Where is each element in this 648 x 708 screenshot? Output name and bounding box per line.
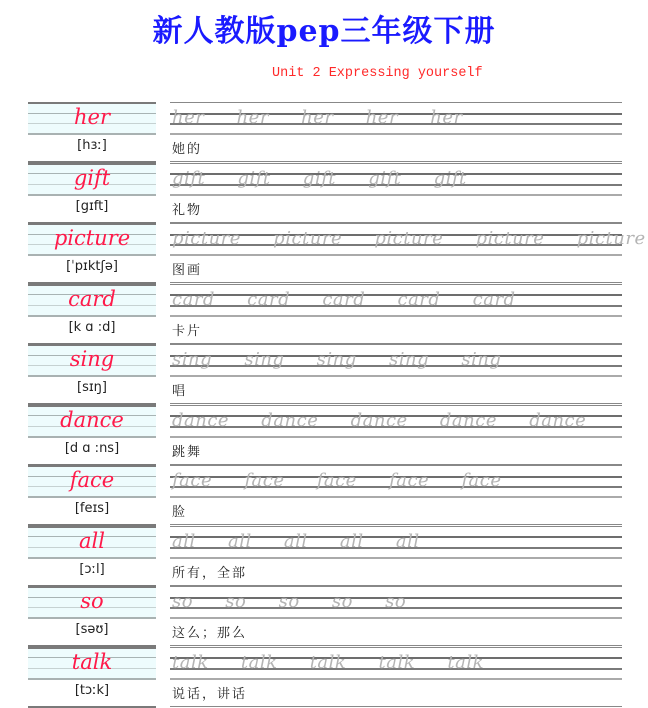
vocab-row bbox=[0, 344, 648, 405]
vocab-row bbox=[0, 647, 648, 708]
word-four-line-grid bbox=[28, 102, 156, 134]
vocab-word: all bbox=[79, 528, 105, 553]
chinese-meaning: 说话，讲话 bbox=[172, 686, 248, 702]
word-four-line-grid bbox=[28, 647, 156, 679]
tracing-four-line-grid bbox=[170, 405, 622, 437]
tracing-four-line-grid bbox=[170, 465, 622, 497]
vocabulary-list bbox=[0, 102, 648, 707]
phonetic: [ɔːl] bbox=[79, 561, 105, 577]
tracing-four-line-grid bbox=[170, 223, 646, 255]
vocab-row bbox=[0, 405, 648, 466]
chinese-meaning: 脸 bbox=[172, 505, 188, 520]
vocab-word: face bbox=[69, 468, 115, 492]
word-four-line-grid bbox=[28, 284, 156, 316]
page-title: 新人教版pep三年级下册 bbox=[152, 14, 496, 49]
word-four-line-grid bbox=[28, 405, 156, 437]
vocab-row bbox=[0, 223, 648, 284]
chinese-meaning: 图画 bbox=[172, 263, 203, 278]
vocab-row bbox=[0, 102, 648, 163]
phonetic: [ˈpɪktʃə] bbox=[66, 259, 118, 274]
tracing-words: talk talk talk talk talk bbox=[172, 651, 485, 673]
word-four-line-grid bbox=[28, 586, 156, 618]
tracing-four-line-grid bbox=[170, 163, 622, 195]
word-four-line-grid bbox=[28, 465, 156, 497]
tracing-four-line-grid bbox=[170, 526, 622, 558]
vocab-word: her bbox=[74, 105, 110, 129]
divider bbox=[28, 706, 156, 708]
vocab-word: dance bbox=[60, 407, 124, 432]
tracing-four-line-grid bbox=[170, 647, 622, 679]
phonetic: [sɪŋ] bbox=[77, 380, 107, 395]
tracing-words: face face face face face bbox=[172, 470, 502, 491]
tracing-four-line-grid bbox=[170, 102, 622, 134]
vocab-row bbox=[0, 465, 648, 526]
phonetic: [gɪft] bbox=[75, 198, 109, 214]
chinese-meaning: 礼物 bbox=[172, 202, 203, 218]
phonetic: [hɜː] bbox=[77, 138, 107, 153]
phonetic: [d ɑ :ns] bbox=[64, 440, 120, 456]
vocab-row bbox=[0, 163, 648, 224]
tracing-four-line-grid bbox=[170, 586, 622, 618]
vocab-word: card bbox=[68, 286, 116, 311]
vocab-row bbox=[0, 284, 648, 345]
vocab-row bbox=[0, 526, 648, 587]
chinese-meaning: 跳舞 bbox=[172, 444, 203, 460]
vocab-word: talk bbox=[71, 649, 113, 674]
unit-subtitle: Unit 2 Expressing yourself bbox=[272, 66, 483, 81]
tracing-words: picture picture picture picture picture bbox=[172, 228, 646, 249]
vocab-row bbox=[0, 586, 648, 647]
word-four-line-grid bbox=[28, 344, 156, 376]
tracing-words: sing sing sing sing sing bbox=[172, 349, 502, 370]
divider bbox=[170, 706, 622, 707]
chinese-meaning: 唱 bbox=[172, 384, 188, 399]
vocab-word: picture bbox=[53, 226, 131, 250]
word-four-line-grid bbox=[28, 223, 156, 255]
tracing-four-line-grid bbox=[170, 284, 622, 316]
tracing-words: gift gift gift gift gift bbox=[172, 167, 467, 189]
chinese-meaning: 她的 bbox=[172, 142, 203, 157]
word-four-line-grid bbox=[28, 526, 156, 558]
tracing-four-line-grid bbox=[170, 344, 622, 376]
vocab-word: so bbox=[80, 589, 104, 613]
tracing-words: card card card card card bbox=[172, 288, 516, 310]
chinese-meaning: 卡片 bbox=[172, 323, 203, 339]
tracing-words: so so so so so bbox=[172, 591, 407, 612]
vocab-word: gift bbox=[73, 165, 111, 190]
word-four-line-grid bbox=[28, 163, 156, 195]
phonetic: [səʊ] bbox=[75, 622, 109, 637]
phonetic: [feɪs] bbox=[74, 501, 110, 516]
tracing-words: dance dance dance dance dance bbox=[172, 409, 587, 431]
vocab-word: sing bbox=[69, 347, 115, 371]
phonetic: [k ɑ :d] bbox=[68, 319, 116, 335]
chinese-meaning: 这么；那么 bbox=[172, 626, 248, 641]
phonetic: [tɔːk] bbox=[74, 682, 110, 698]
tracing-words: her her her her her bbox=[172, 107, 463, 128]
chinese-meaning: 所有，全部 bbox=[172, 565, 248, 581]
tracing-words: all all all all all bbox=[172, 530, 420, 552]
